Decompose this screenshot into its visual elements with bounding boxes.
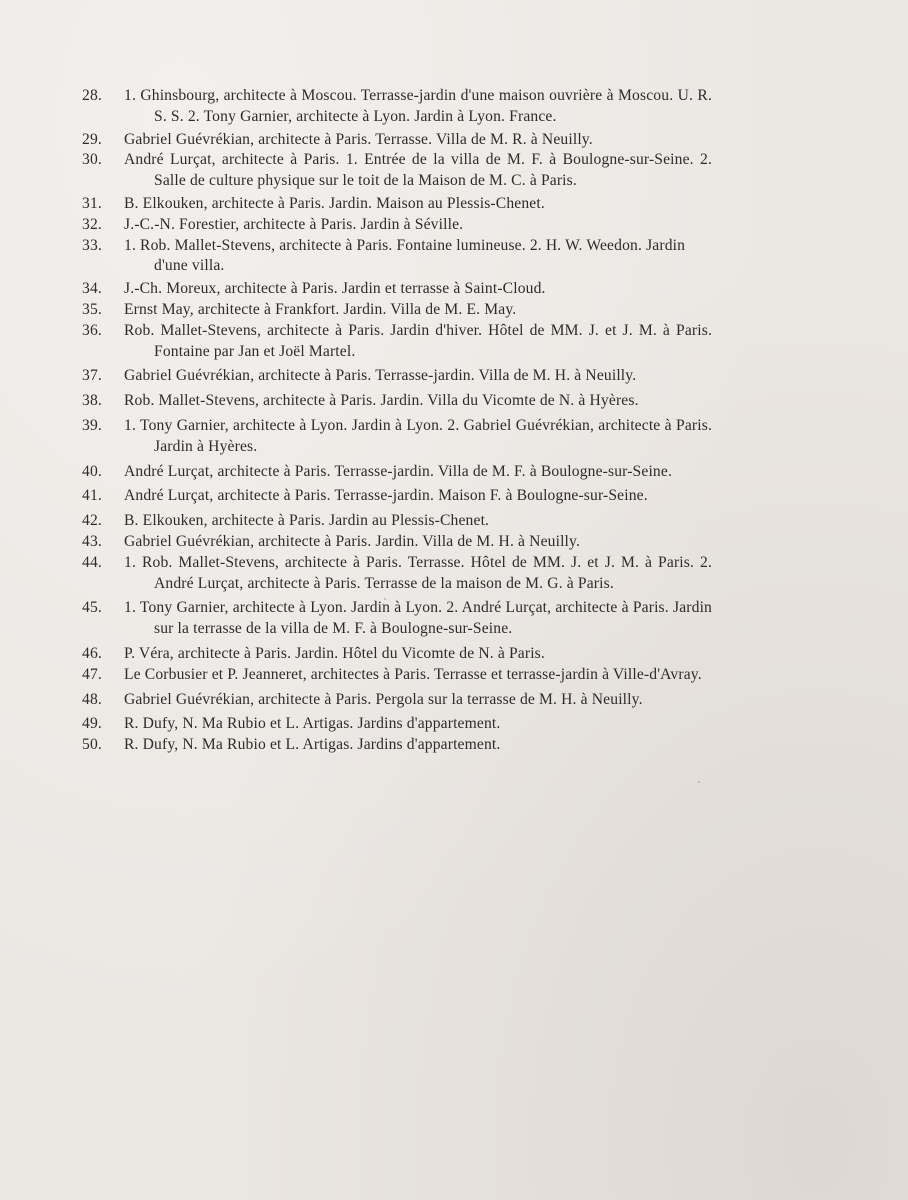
entry-text: 1. Ghinsbourg, architecte à Moscou. Terrasse-jardin d'une maison ouvrière à Moscou. U. R. S. S. 2. Tony Garnier, architecte à Lyon. Jardin à Lyon. France.	[124, 87, 712, 125]
entry-text: 1. Tony Garnier, architecte à Lyon. Jardin à Lyon. 2. André Lurçat, architecte à Paris. Jardin sur la terrasse de la villa de M. F. à Boulogne-sur-Seine.	[124, 599, 712, 638]
entry-40	[82, 462, 712, 483]
entry-text: André Lurçat, architecte à Paris. 1. Entrée de la villa de M. F. à Boulogne-sur-Seine. 2. Salle de culture physique sur le toit de la Maison de M. C. à Paris.	[124, 151, 712, 190]
entry-32	[82, 215, 712, 236]
entry-text: Le Corbusier et P. Jeanneret, architectes à Paris. Terrasse et terrasse-jardin à Ville-d'Avray.	[124, 665, 702, 683]
entry-text: Gabriel Guévrékian, architecte à Paris. Pergola sur la terrasse de M. H. à Neuilly.	[124, 690, 643, 708]
entry-48	[82, 690, 712, 711]
entry-text: R. Dufy, N. Ma Rubio et L. Artigas. Jardins d'appartement.	[124, 715, 501, 733]
entry-number: 38.	[82, 392, 102, 410]
entry-43	[82, 532, 712, 553]
entry-text: Rob. Mallet-Stevens, architecte à Paris. Jardin. Villa du Vicomte de N. à Hyères.	[124, 392, 639, 410]
entry-number: 29.	[82, 130, 102, 148]
entry-number: 34.	[82, 280, 102, 298]
entry-text: B. Elkouken, architecte à Paris. Jardin. Maison au Plessis-Chenet.	[124, 194, 545, 212]
entry-number: 35.	[82, 300, 102, 318]
entry-29	[82, 130, 712, 151]
entry-35	[82, 300, 712, 321]
entry-text: Gabriel Guévrékian, architecte à Paris. Jardin. Villa de M. H. à Neuilly.	[124, 532, 581, 550]
entry-text: Rob. Mallet-Stevens, architecte à Paris. Jardin d'hiver. Hôtel de MM. J. et J. M. à Paris. Fontaine par Jan et Joël Martel.	[124, 321, 712, 360]
entry-text: 1. Tony Garnier, architecte à Lyon. Jardin à Lyon. 2. Gabriel Guévrékian, architecte à Paris. Jardin à Hyères.	[124, 416, 712, 455]
entry-text: J.-C.-N. Forestier, architecte à Paris. Jardin à Séville.	[124, 215, 464, 233]
entry-34	[82, 279, 712, 300]
entry-number: 44.	[82, 553, 102, 571]
entry-number: 30.	[82, 151, 102, 169]
entry-number: 45.	[82, 599, 102, 617]
plate-list	[82, 86, 712, 756]
entry-number: 50.	[82, 736, 102, 754]
entry-text: 1. Rob. Mallet-Stevens, architecte à Paris. Terrasse. Hôtel de MM. J. et J. M. à Paris. 2. André Lurçat, architecte à Paris. Terrasse de la maison de M. G. à Paris.	[124, 553, 712, 592]
entry-number: 46.	[82, 644, 102, 662]
entry-number: 47.	[82, 665, 102, 683]
entry-50	[82, 735, 712, 756]
entry-text: André Lurçat, architecte à Paris. Terrasse-jardin. Maison F. à Boulogne-sur-Seine.	[124, 487, 648, 505]
entry-36	[82, 321, 712, 363]
entry-text: 1. Rob. Mallet-Stevens, architecte à Paris. Fontaine lumineuse. 2. H. W. Weedon. Jardin d'une villa.	[124, 236, 686, 275]
entry-text: André Lurçat, architecte à Paris. Terrasse-jardin. Villa de M. F. à Boulogne-sur-Seine.	[124, 462, 672, 480]
entry-41	[82, 486, 712, 507]
entry-28	[82, 86, 712, 128]
entry-37	[82, 366, 712, 387]
entry-30	[82, 150, 712, 192]
entry-33	[82, 236, 712, 278]
entry-number: 48.	[82, 690, 102, 708]
entry-text: Gabriel Guévrékian, architecte à Paris. Terrasse. Villa de M. R. à Neuilly.	[124, 130, 593, 148]
entry-42	[82, 511, 712, 532]
entry-number: 43.	[82, 532, 102, 550]
entry-number: 31.	[82, 194, 102, 212]
entry-31	[82, 194, 712, 215]
entry-number: 32.	[82, 215, 102, 233]
entry-text: Ernst May, architecte à Frankfort. Jardin. Villa de M. E. May.	[124, 300, 517, 318]
entry-number: 37.	[82, 367, 102, 385]
entry-44	[82, 553, 712, 595]
entry-46	[82, 644, 712, 665]
entry-number: 39.	[82, 416, 102, 434]
entry-text: Gabriel Guévrékian, architecte à Paris. Terrasse-jardin. Villa de M. H. à Neuilly.	[124, 367, 637, 385]
entry-number: 28.	[82, 87, 102, 104]
entry-49	[82, 714, 712, 735]
entry-number: 42.	[82, 512, 102, 530]
entry-39	[82, 416, 712, 458]
entry-45	[82, 598, 712, 640]
entry-text: B. Elkouken, architecte à Paris. Jardin au Plessis-Chenet.	[124, 512, 490, 530]
entry-text: R. Dufy, N. Ma Rubio et L. Artigas. Jardins d'appartement.	[124, 736, 501, 754]
entry-text: P. Véra, architecte à Paris. Jardin. Hôtel du Vicomte de N. à Paris.	[124, 644, 545, 662]
entry-number: 49.	[82, 715, 102, 733]
entry-38	[82, 391, 712, 412]
entry-number: 40.	[82, 462, 102, 480]
entry-number: 36.	[82, 321, 102, 339]
entry-number: 41.	[82, 487, 102, 505]
entry-47	[82, 665, 712, 686]
entry-number: 33.	[82, 236, 102, 254]
entry-text: J.-Ch. Moreux, architecte à Paris. Jardin et terrasse à Saint-Cloud.	[124, 280, 546, 298]
paper-speck	[698, 781, 700, 783]
